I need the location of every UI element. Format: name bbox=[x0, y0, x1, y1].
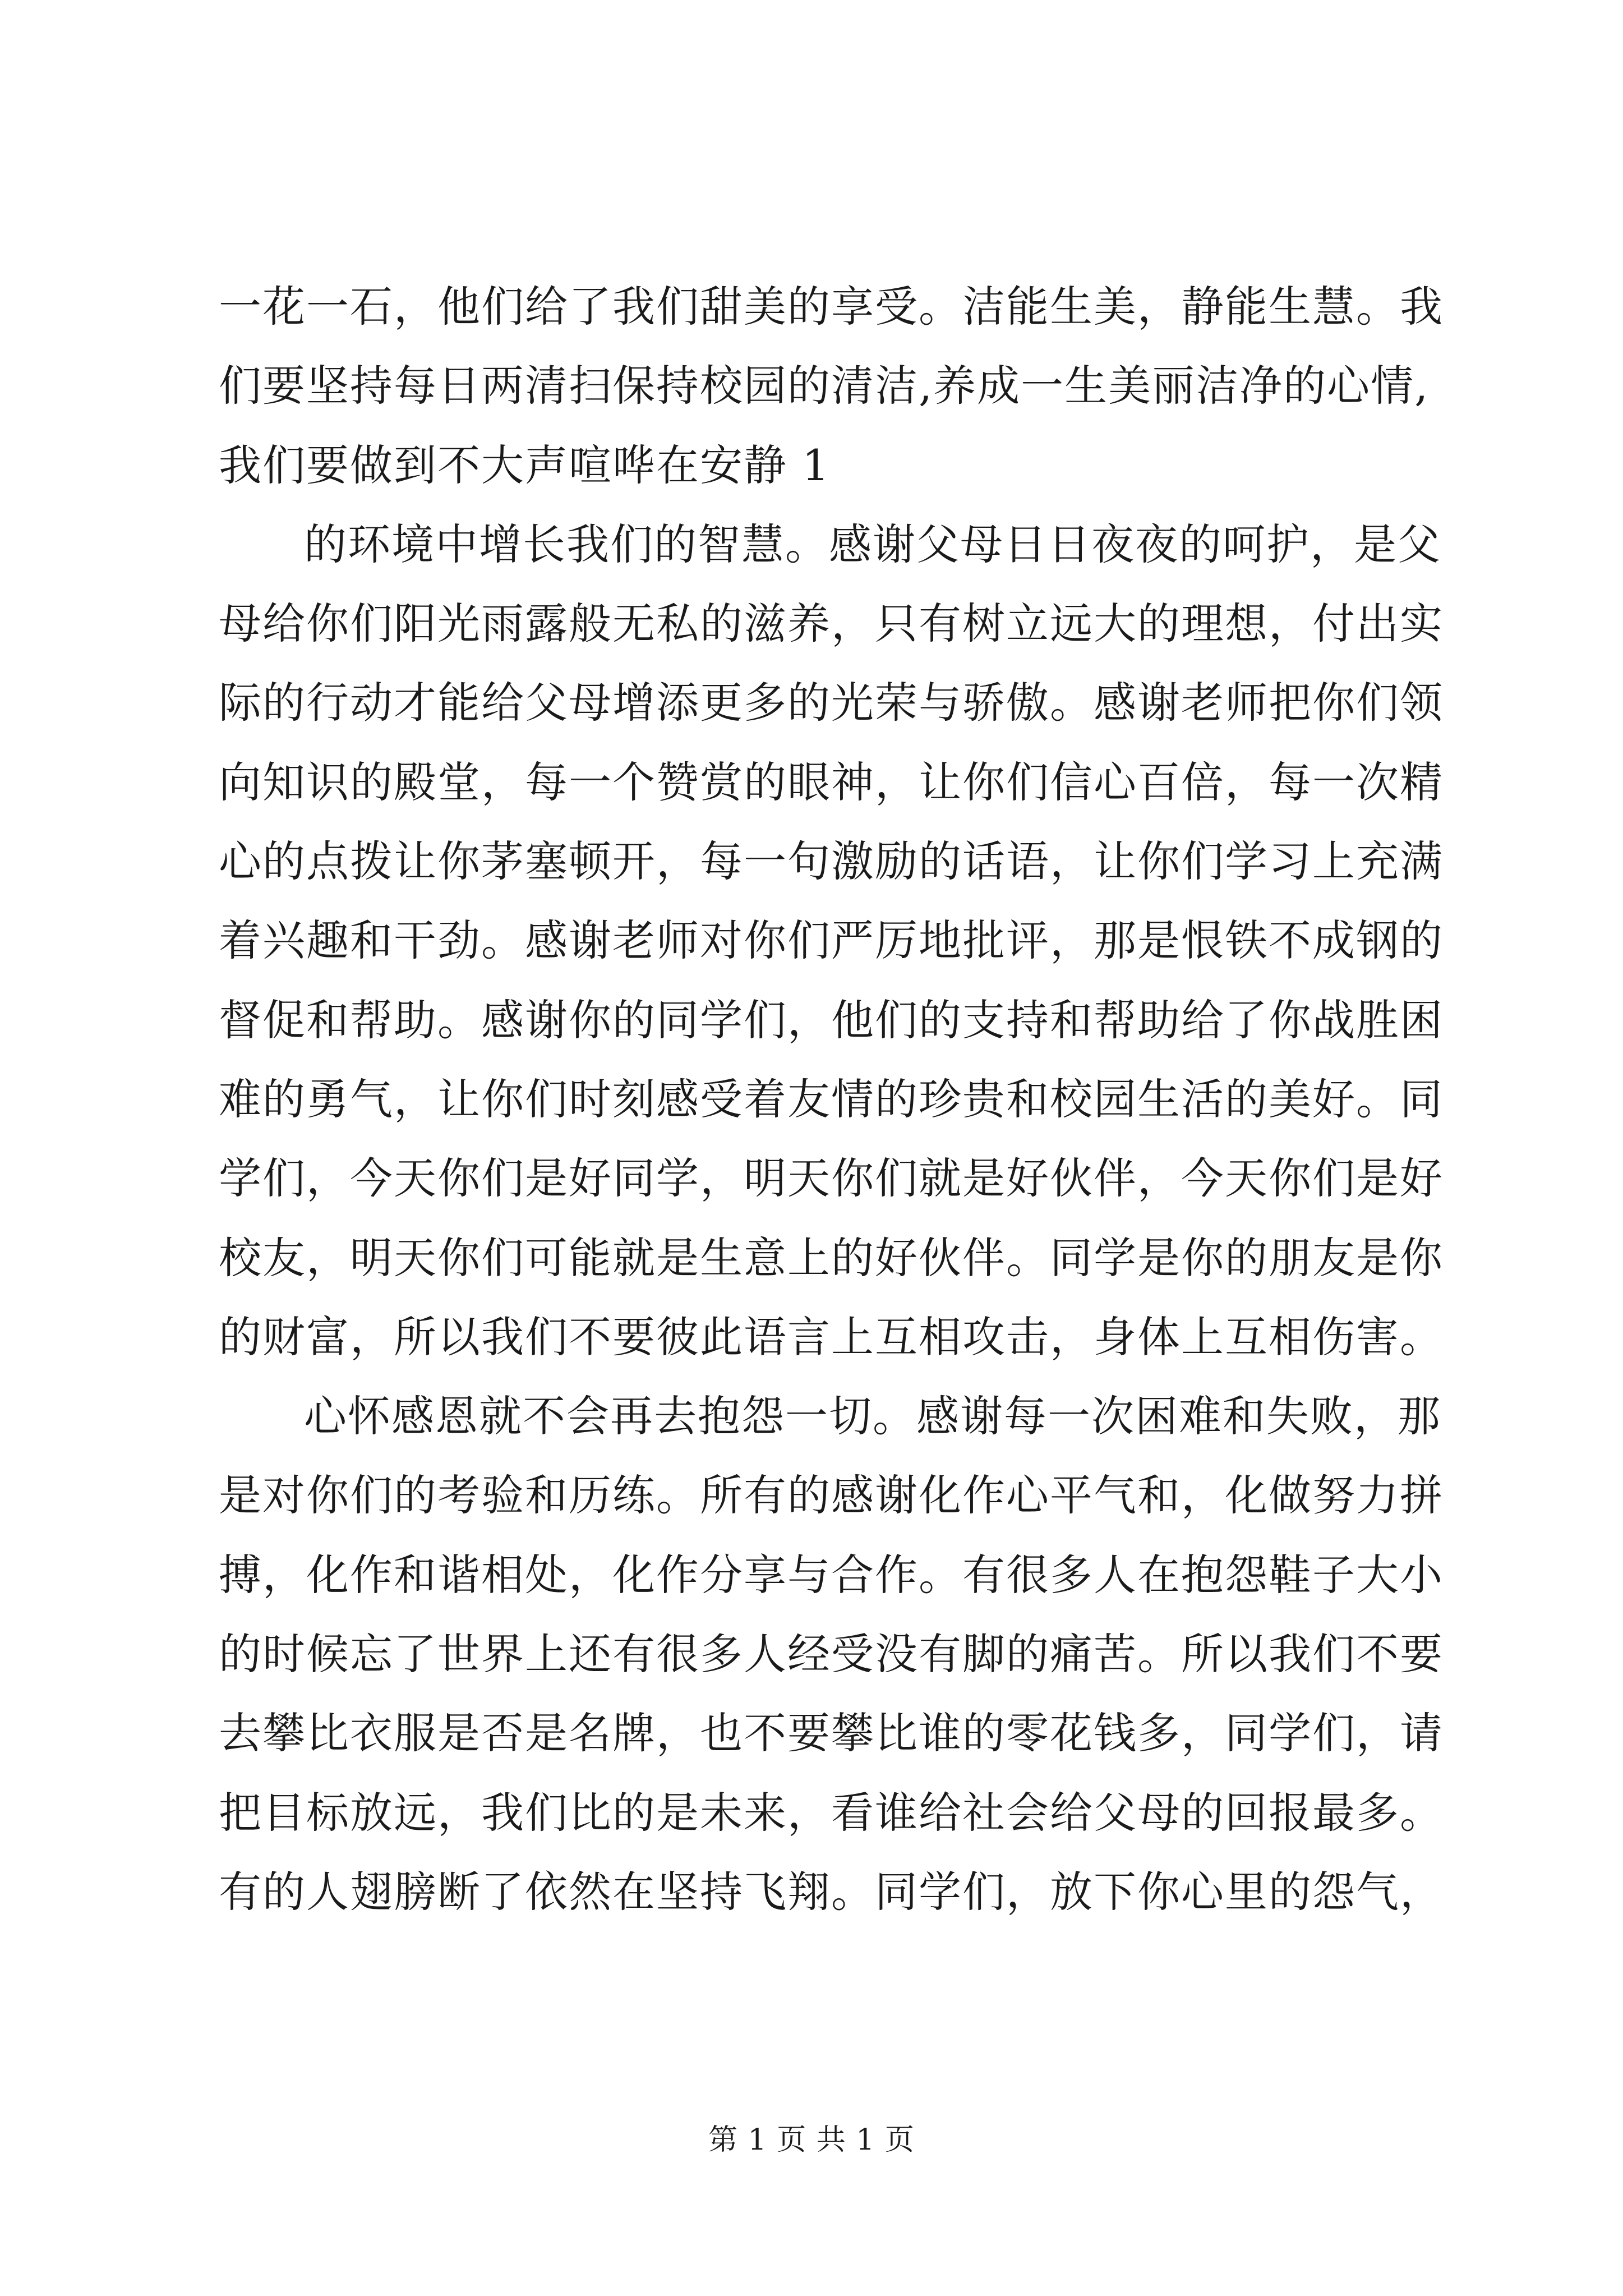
text-line: 向知识的殿堂，每一个赞赏的眼神，让你们信心百倍，每一次精 bbox=[219, 757, 1444, 807]
text-line: 着兴趣和干劲。感谢老师对你们严厉地批评，那是恨铁不成钢的 bbox=[219, 915, 1444, 966]
text-line: 学们，今天你们是好同学，明天你们就是好伙伴，今天你们是好 bbox=[219, 1153, 1444, 1204]
text-line: 一花一石，他们给了我们甜美的享受。洁能生美，静能生慧。我 bbox=[219, 282, 1444, 332]
text-line: 的时候忘了世界上还有很多人经受没有脚的痛苦。所以我们不要 bbox=[219, 1629, 1444, 1680]
page-number-label: 第 1 页 共 1 页 bbox=[708, 2123, 915, 2157]
text-line: 去攀比衣服是否是名牌，也不要攀比谁的零花钱多，同学们，请 bbox=[219, 1708, 1444, 1759]
text-line: 校友，明天你们可能就是生意上的好伙伴。同学是你的朋友是你 bbox=[219, 1232, 1444, 1283]
text-line: 们要坚持每日两清扫保持校园的清洁,养成一生美丽洁净的心情, bbox=[219, 361, 1430, 411]
text-line: 的环境中增长我们的智慧。感谢父母日日夜夜的呵护，是父 bbox=[304, 519, 1441, 569]
text-line: 的财富，所以我们不要彼此语言上互相攻击，身体上互相伤害。 bbox=[219, 1312, 1444, 1362]
text-line: 心的点拨让你茅塞顿开，每一句激励的话语，让你们学习上充满 bbox=[219, 836, 1444, 887]
text-line: 是对你们的考验和历练。所有的感谢化作心平气和，化做努力拼 bbox=[219, 1470, 1444, 1521]
text-line: 难的勇气，让你们时刻感受着友情的珍贵和校园生活的美好。同 bbox=[219, 1074, 1444, 1124]
text-line: 有的人翅膀断了依然在坚持飞翔。同学们，放下你心里的怨气， bbox=[219, 1866, 1444, 1917]
document-body bbox=[219, 267, 1444, 1931]
text-line: 际的行动才能给父母增添更多的光荣与骄傲。感谢老师把你们领 bbox=[219, 678, 1444, 728]
page-footer bbox=[0, 2120, 1623, 2160]
text-line: 我们要做到不大声喧哗在安静 1 bbox=[219, 440, 831, 490]
text-line: 搏，化作和谐相处，化作分享与合作。有很多人在抱怨鞋子大小 bbox=[219, 1549, 1444, 1600]
text-line: 督促和帮助。感谢你的同学们，他们的支持和帮助给了你战胜困 bbox=[219, 995, 1444, 1045]
text-line: 母给你们阳光雨露般无私的滋养，只有树立远大的理想，付出实 bbox=[219, 599, 1444, 649]
text-line: 把目标放远，我们比的是未来，看谁给社会给父母的回报最多。 bbox=[219, 1787, 1444, 1838]
text-line: 心怀感恩就不会再去抱怨一切。感谢每一次困难和失败，那 bbox=[304, 1391, 1441, 1442]
